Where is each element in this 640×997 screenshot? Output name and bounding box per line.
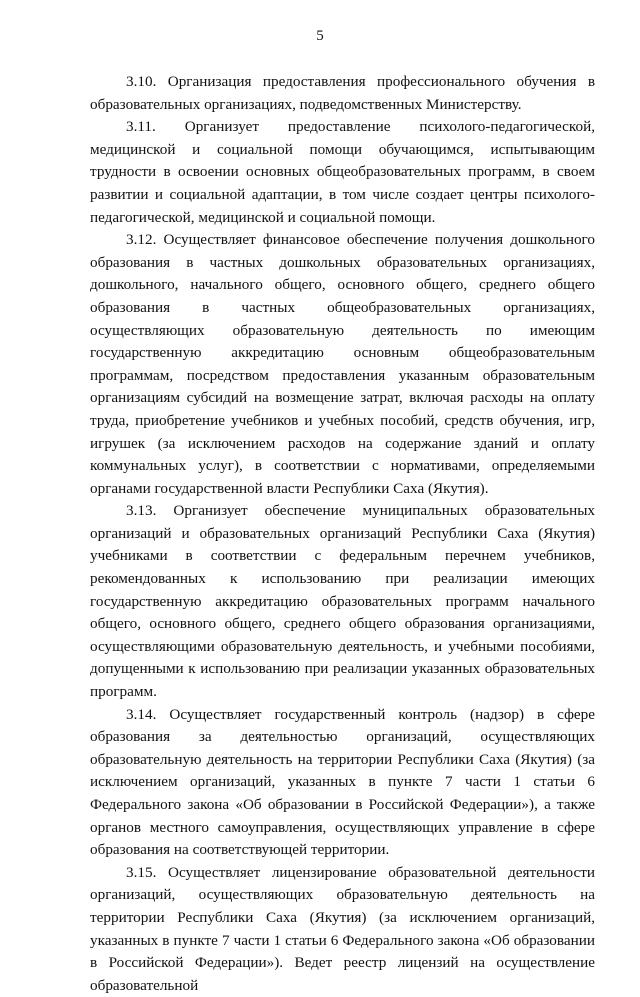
paragraph-3-13: 3.13. Организует обеспечение муниципальных образовательных организаций и образовательных организаций Республики Саха (Якутия) учебниками в соответствии с федеральным перечнем учебников, рекомендованных к использованию при реализации имеющих государственную аккредитацию образовательных программ начального общего, основного общего, среднего общего образования организациями, осуществляющими образовательную деятельность, и учебными пособиями, допущенными к использованию при реализации указанных образовательных программ. — [90, 502, 595, 701]
document-body — [90, 71, 595, 997]
paragraph-3-15: 3.15. Осуществляет лицензирование образовательной деятельности организаций, осуществляющих образовательную деятельность на территории Республики Саха (Якутия) (за исключением организаций, указанных в пункте 7 части 1 статьи 6 Федерального закона «Об образовании в Российской Федерации»). Ведет реестр лицензий на осуществление образовательной — [90, 863, 595, 994]
page-number: 5 — [316, 28, 324, 44]
paragraph-3-11: 3.11. Организует предоставление психолого-педагогической, медицинской и социальной помощи обучающимся, испытывающим трудности в освоении основных общеобразовательных программ, в своем развитии и социальной адаптации, в том числе создает центры психолого-педагогической, медицинской и социальной помощи. — [90, 118, 595, 226]
paragraph-3-12: 3.12. Осуществляет финансовое обеспечение получения дошкольного образования в частных дошкольных образовательных организациях, дошкольного, начального общего, основного общего, среднего общего образования в частных общеобразовательных организациях, осуществляющих образовательную деятельность по имеющим государственную аккредитацию основным общеобразовательным программам, посредством предоставления указанным образовательным организациям субсидий на возмещение затрат, включая расходы на оплату труда, приобретение учебников и учебных пособий, средств обучения, игр, игрушек (за исключением расходов на содержание зданий и оплату коммунальных услуг), в соответствии с нормативами, определяемыми органами государственной власти Республики Саха (Якутия). — [90, 231, 595, 497]
paragraph-3-14: 3.14. Осуществляет государственный контроль (надзор) в сфере образования за деятельностью организаций, осуществляющих образовательную деятельность на территории Республики Саха (Якутия) (за исключением организаций, указанных в пункте 7 части 1 статьи 6 Федерального закона «Об образовании в Российской Федерации»), а также органов местного самоуправления, осуществляющих управление в сфере образования на соответствующей территории. — [90, 705, 595, 859]
paragraph-3-10: 3.10. Организация предоставления профессионального обучения в образовательных организациях, подведомственных Министерству. — [90, 73, 595, 113]
